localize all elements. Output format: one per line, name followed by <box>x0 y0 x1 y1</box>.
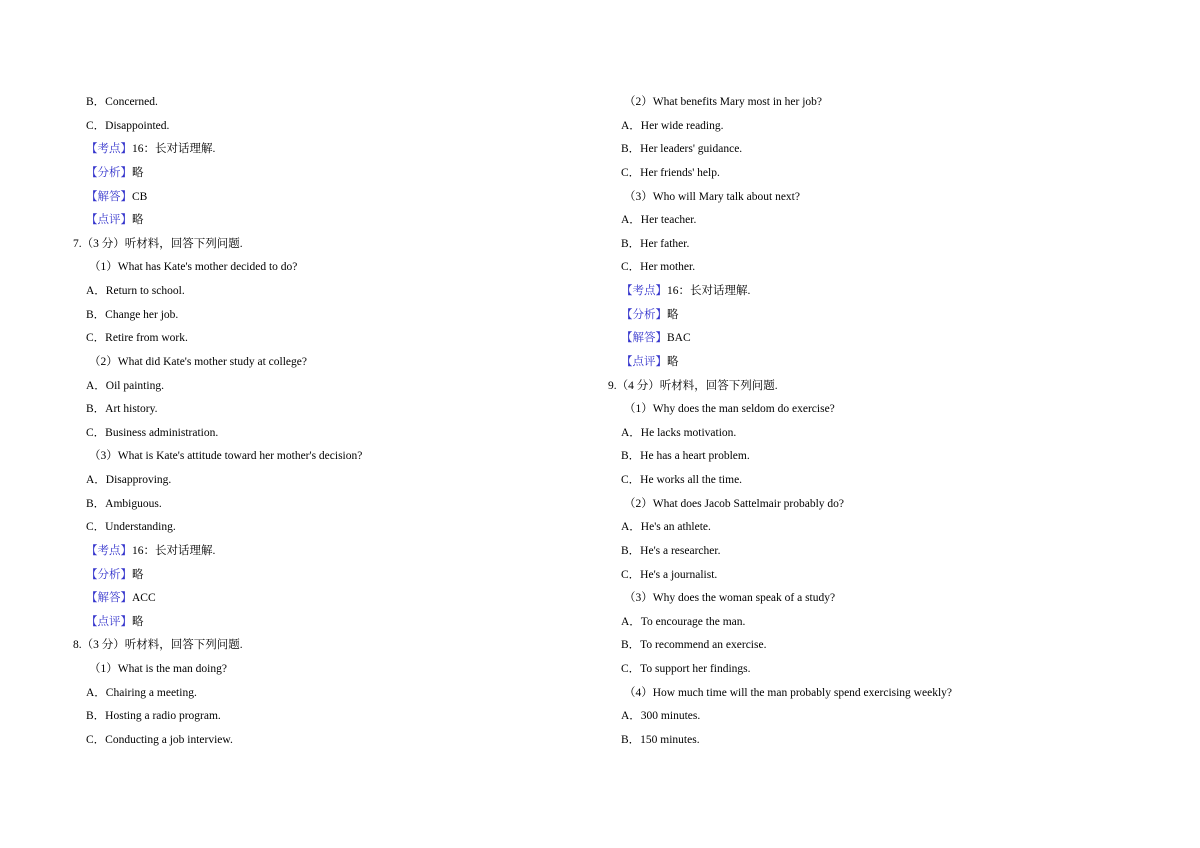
answer-option <box>608 138 1088 162</box>
answer-option <box>608 469 1088 493</box>
answer-option-text: C．To support her findings. <box>621 663 751 675</box>
answer-option <box>73 91 553 115</box>
annotation-line <box>73 587 553 611</box>
sub-question-text: （1）What is the man doing? <box>89 663 227 675</box>
answer-option-text: A．Return to school. <box>86 285 185 297</box>
answer-option-text: B．150 minutes. <box>621 733 700 746</box>
annotation-tag: 【解答】 <box>621 332 667 345</box>
annotation-text: 略 <box>132 166 144 179</box>
answer-option <box>608 611 1088 635</box>
sub-question-text: （3）What is Kate's attitude toward her mother's decision? <box>89 450 363 463</box>
annotation-line <box>73 611 553 635</box>
answer-option-text: A．Oil painting. <box>86 379 164 392</box>
annotation-text: 16：长对话理解. <box>667 285 751 297</box>
answer-option <box>73 469 553 493</box>
answer-option-text: C．He's a journalist. <box>621 568 718 581</box>
annotation-line <box>73 209 553 233</box>
annotation-line <box>608 280 1088 304</box>
answer-option-text: C．He works all the time. <box>621 474 743 486</box>
sub-question-text: （2）What benefits Mary most in her job? <box>624 96 823 108</box>
answer-option-text: A．Her wide reading. <box>621 119 724 132</box>
annotation-text: 16：长对话理解. <box>132 143 216 156</box>
sub-question <box>608 682 1088 706</box>
annotation-tag: 【解答】 <box>86 592 132 605</box>
annotation-line <box>73 162 553 186</box>
answer-option-text: A．Disapproving. <box>86 474 172 486</box>
answer-option-text: C．Her friends' help. <box>621 166 720 179</box>
question-header <box>73 233 553 257</box>
answer-option-text: B．Her leaders' guidance. <box>621 143 743 156</box>
answer-option-text: C．Disappointed. <box>86 119 170 132</box>
sub-question-text: （4）How much time will the man probably spend exercising weekly? <box>624 686 952 699</box>
answer-option <box>73 705 553 729</box>
sub-question <box>608 186 1088 210</box>
answer-option <box>73 115 553 139</box>
annotation-line <box>73 138 553 162</box>
annotation-tag: 【考点】 <box>86 544 132 557</box>
answer-option <box>608 540 1088 564</box>
answer-option-text: A．Chairing a meeting. <box>86 686 197 699</box>
sub-question <box>73 445 553 469</box>
annotation-tag: 【点评】 <box>86 615 132 628</box>
sub-question <box>73 658 553 682</box>
sub-question <box>73 351 553 375</box>
sub-question-text: （3）Why does the woman speak of a study? <box>624 592 836 605</box>
answer-option <box>73 516 553 540</box>
sub-question-text: （1）What has Kate's mother decided to do? <box>89 261 298 274</box>
answer-option-text: C．Retire from work. <box>86 332 188 345</box>
answer-option <box>608 209 1088 233</box>
question-header-text: 8.（3 分）听材料，回答下列问题. <box>73 639 243 652</box>
annotation-line <box>73 540 553 564</box>
annotation-text: 略 <box>132 568 144 581</box>
answer-option <box>608 162 1088 186</box>
sub-question <box>608 587 1088 611</box>
answer-option-text: C．Understanding. <box>86 521 176 534</box>
answer-option-text: B．Art history. <box>86 403 158 416</box>
answer-option <box>608 564 1088 588</box>
sub-question <box>608 91 1088 115</box>
answer-option <box>73 422 553 446</box>
annotation-text: 16：长对话理解. <box>132 544 216 557</box>
answer-option-text: C．Conducting a job interview. <box>86 733 233 746</box>
annotation-line <box>608 327 1088 351</box>
answer-option <box>73 327 553 351</box>
answer-option-text: B．Concerned. <box>86 96 158 108</box>
answer-option <box>608 422 1088 446</box>
answer-option-text: A．He's an athlete. <box>621 521 711 534</box>
answer-option <box>608 705 1088 729</box>
question-header-text: 7.（3 分）听材料，回答下列问题. <box>73 237 243 250</box>
answer-option <box>608 729 1088 753</box>
answer-option <box>608 115 1088 139</box>
answer-option <box>608 516 1088 540</box>
answer-option-text: C．Her mother. <box>621 261 696 274</box>
question-header <box>73 634 553 658</box>
answer-option <box>608 634 1088 658</box>
right-column <box>608 91 1088 753</box>
answer-option-text: A．He lacks motivation. <box>621 426 737 439</box>
annotation-line <box>73 564 553 588</box>
annotation-line <box>608 351 1088 375</box>
answer-option-text: A．Her teacher. <box>621 214 697 227</box>
answer-option <box>73 493 553 517</box>
annotation-tag: 【点评】 <box>86 214 132 227</box>
answer-option-text: B．Change her job. <box>86 308 179 321</box>
answer-option <box>73 729 553 753</box>
answer-option <box>73 398 553 422</box>
answer-option-text: B．Her father. <box>621 237 690 250</box>
annotation-tag: 【考点】 <box>621 285 667 297</box>
question-header <box>608 375 1088 399</box>
annotation-text: ACC <box>132 592 156 605</box>
answer-option <box>73 280 553 304</box>
answer-option-text: B．He has a heart problem. <box>621 450 750 463</box>
answer-option-text: B．Ambiguous. <box>86 497 162 510</box>
annotation-line <box>73 186 553 210</box>
answer-option <box>608 233 1088 257</box>
sub-question <box>608 493 1088 517</box>
annotation-text: 略 <box>667 308 679 321</box>
sub-question-text: （2）What did Kate's mother study at college? <box>89 355 307 368</box>
question-header-text: 9.（4 分）听材料，回答下列问题. <box>608 379 778 392</box>
answer-option <box>73 375 553 399</box>
sub-question <box>73 256 553 280</box>
answer-option <box>608 445 1088 469</box>
sub-question-text: （2）What does Jacob Sattelmair probably do? <box>624 497 845 510</box>
annotation-tag: 【点评】 <box>621 355 667 368</box>
answer-option-text: A．300 minutes. <box>621 710 701 723</box>
left-column <box>73 91 553 753</box>
annotation-tag: 【分析】 <box>621 308 667 321</box>
sub-question <box>608 398 1088 422</box>
annotation-tag: 【解答】 <box>86 190 132 203</box>
annotation-text: 略 <box>667 355 679 368</box>
annotation-tag: 【分析】 <box>86 568 132 581</box>
answer-option-text: B．He's a researcher. <box>621 544 721 557</box>
answer-option <box>73 682 553 706</box>
answer-option-text: C．Business administration. <box>86 426 219 439</box>
answer-option-text: B．Hosting a radio program. <box>86 710 221 723</box>
annotation-tag: 【考点】 <box>86 143 132 156</box>
answer-option-text: B．To recommend an exercise. <box>621 639 767 652</box>
annotation-tag: 【分析】 <box>86 166 132 179</box>
annotation-text: BAC <box>667 332 691 345</box>
annotation-line <box>608 304 1088 328</box>
answer-option <box>608 658 1088 682</box>
answer-option <box>73 304 553 328</box>
annotation-text: CB <box>132 190 148 203</box>
answer-option-text: A．To encourage the man. <box>621 615 746 628</box>
annotation-text: 略 <box>132 615 144 628</box>
sub-question-text: （1）Why does the man seldom do exercise? <box>624 403 835 416</box>
answer-option <box>608 256 1088 280</box>
sub-question-text: （3）Who will Mary talk about next? <box>624 190 800 203</box>
annotation-text: 略 <box>132 214 144 227</box>
